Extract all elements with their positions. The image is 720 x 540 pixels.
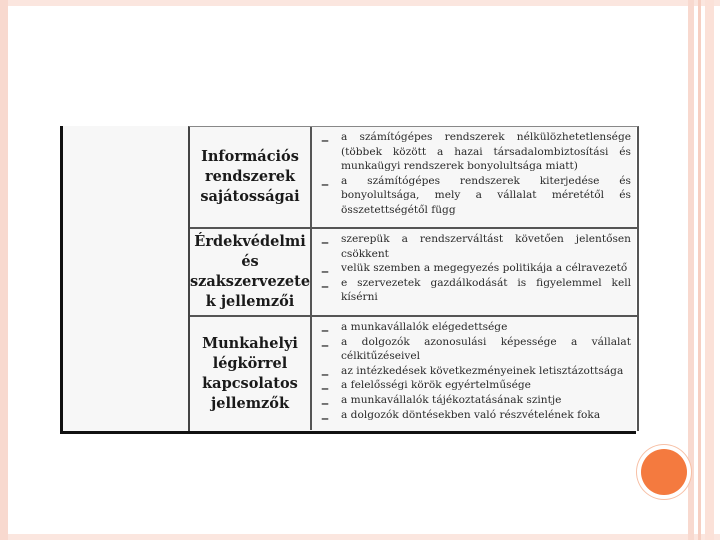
list-item — [315, 320, 631, 339]
item-line: szerepük a rendszerváltást követően jelentősen — [341, 233, 631, 245]
dash-bullet: – — [321, 407, 329, 427]
item-line: célkitűzéseivel — [341, 350, 421, 363]
row-header-line: szakszervezete — [189, 273, 311, 290]
list-item — [315, 363, 631, 383]
item-line: a felelősségi körök egyértelműsége — [341, 379, 531, 392]
dash-bullet: – — [321, 392, 329, 412]
slide-frame-right-stripe — [688, 0, 694, 540]
row-header — [190, 317, 312, 430]
item-line: a számítógépes rendszerek nélkülözhetetlensége — [341, 131, 631, 143]
row-header — [190, 127, 312, 227]
slide-accent-circle — [641, 449, 687, 495]
row-header-line: és — [241, 253, 259, 270]
row-header-line: jellemzők — [210, 394, 289, 412]
item-line: velük szemben a megegyezés politikája a célravezető — [341, 262, 628, 275]
item-line: a számítógépes rendszerek kiterjedése és — [341, 174, 631, 187]
dash-bullet: – — [321, 232, 329, 251]
dash-bullet: – — [321, 261, 329, 281]
item-line: csökkent — [341, 247, 389, 260]
dash-bullet: – — [321, 334, 329, 354]
list-item — [315, 261, 631, 281]
row-header-line: sajátosságai — [200, 188, 300, 205]
row-header-line: Információs — [201, 148, 299, 165]
list-item — [315, 174, 631, 218]
slide-frame-right-stripe — [705, 0, 714, 540]
table-row — [190, 229, 637, 317]
slide-frame-bottom — [0, 534, 720, 540]
item-line: a munkavállalók elégedettsége — [341, 321, 508, 333]
item-line: a dolgozók döntésekben való részvételének foka — [341, 408, 601, 421]
dash-bullet: – — [321, 173, 329, 193]
dash-bullet: – — [321, 130, 329, 149]
slide-frame-left — [0, 0, 8, 540]
row-items — [315, 229, 631, 305]
row-header-line: Érdekvédelmi — [194, 233, 306, 250]
list-item — [315, 130, 631, 174]
slide-frame-top — [0, 0, 720, 6]
row-header-line: kapcsolatos — [202, 374, 298, 392]
row-header-line: k jellemzői — [205, 293, 295, 310]
dash-bullet: – — [321, 320, 329, 339]
table-row — [190, 127, 637, 229]
dash-bullet: – — [321, 275, 329, 295]
item-line: munkaügyi rendszerek bonyolultsága miatt) — [341, 160, 578, 173]
scanned-table-image — [60, 126, 636, 434]
list-item — [315, 392, 631, 412]
item-line: összetettségétől függ — [341, 203, 456, 216]
item-line: e szervezetek gazdálkodását is figyelemmel kell — [341, 276, 631, 289]
list-item — [315, 378, 631, 398]
item-line: bonyolultsága, mely a vállalat méretétől és — [341, 189, 631, 202]
characteristics-table — [188, 126, 639, 431]
list-item — [315, 335, 631, 364]
row-header-line: légkörrel — [212, 354, 288, 372]
item-line: a dolgozók azonosulási képessége a vállalat — [341, 335, 631, 348]
row-items — [315, 317, 631, 427]
table-row — [190, 317, 637, 430]
list-item — [315, 276, 631, 305]
item-line: a munkavállalók tájékoztatásának szintje — [341, 393, 562, 406]
dash-bullet: – — [321, 363, 329, 383]
item-line: kísérni — [341, 291, 378, 304]
slide-frame-right-stripe — [698, 0, 701, 540]
list-item — [315, 407, 631, 427]
row-header — [190, 229, 312, 315]
row-header-line: Munkahelyi — [202, 334, 298, 352]
item-line: az intézkedések következményeinek letisztázottsága — [341, 364, 624, 377]
row-items — [315, 127, 631, 218]
dash-bullet: – — [321, 378, 329, 398]
list-item — [315, 232, 631, 261]
row-header-line: rendszerek — [204, 168, 296, 185]
item-line: (többek között a hazai társadalombiztosítási és — [341, 145, 631, 158]
